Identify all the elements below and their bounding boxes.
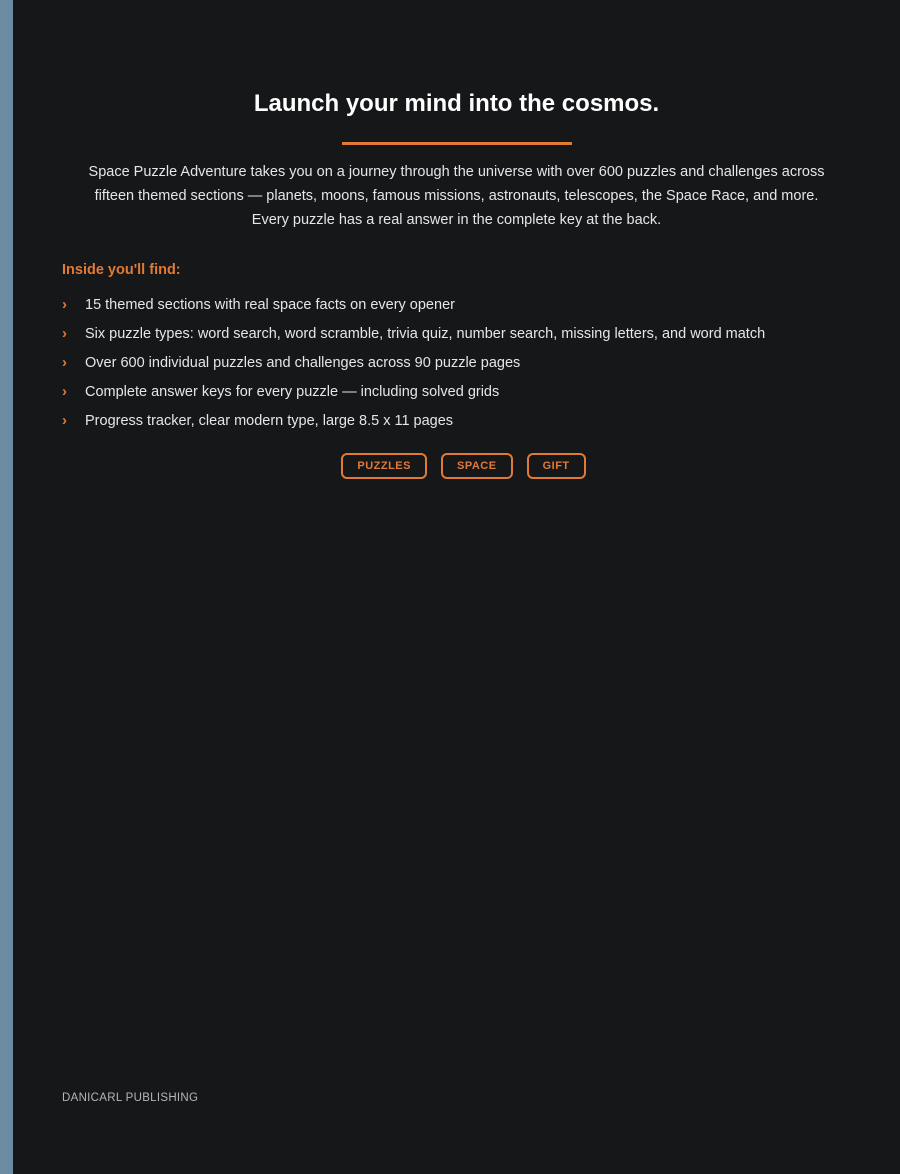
feature-item <box>62 377 862 406</box>
feature-text: Progress tracker, clear modern type, large 8.5 x 11 pages <box>85 412 454 429</box>
tag-gift: GIFT <box>527 453 586 479</box>
accent-divider <box>342 142 572 145</box>
chevron-right-icon: › <box>62 296 67 313</box>
tag-puzzles: PUZZLES <box>341 453 427 479</box>
intro-line: fifteen themed sections — planets, moons, famous missions, astronauts, telescopes, the Space Race, and more. <box>94 188 819 204</box>
feature-item <box>62 348 862 377</box>
feature-list <box>62 290 862 435</box>
spine-stripe <box>0 0 13 1174</box>
feature-item <box>62 319 862 348</box>
feature-item <box>62 406 862 435</box>
inside-label: Inside you'll find: <box>62 262 181 278</box>
feature-text: Complete answer keys for every puzzle — including solved grids <box>85 383 500 400</box>
intro-line: Every puzzle has a real answer in the complete key at the back. <box>251 212 662 228</box>
intro-line: Space Puzzle Adventure takes you on a journey through the universe with over 600 puzzles and challenges across <box>88 164 825 180</box>
feature-item <box>62 290 862 319</box>
back-cover <box>13 0 900 1174</box>
publisher-name: DANICARL PUBLISHING <box>62 1092 199 1104</box>
chevron-right-icon: › <box>62 325 67 342</box>
tag-row <box>13 453 900 479</box>
intro-paragraph <box>53 160 860 232</box>
feature-text: 15 themed sections with real space facts on every opener <box>85 296 455 313</box>
chevron-right-icon: › <box>62 383 67 400</box>
tag-space: SPACE <box>441 453 513 479</box>
chevron-right-icon: › <box>62 354 67 371</box>
chevron-right-icon: › <box>62 412 67 429</box>
feature-text: Over 600 individual puzzles and challenges across 90 puzzle pages <box>85 354 521 371</box>
feature-text: Six puzzle types: word search, word scramble, trivia quiz, number search, missing letters, and word match <box>85 325 766 342</box>
headline: Launch your mind into the cosmos. <box>253 90 660 117</box>
